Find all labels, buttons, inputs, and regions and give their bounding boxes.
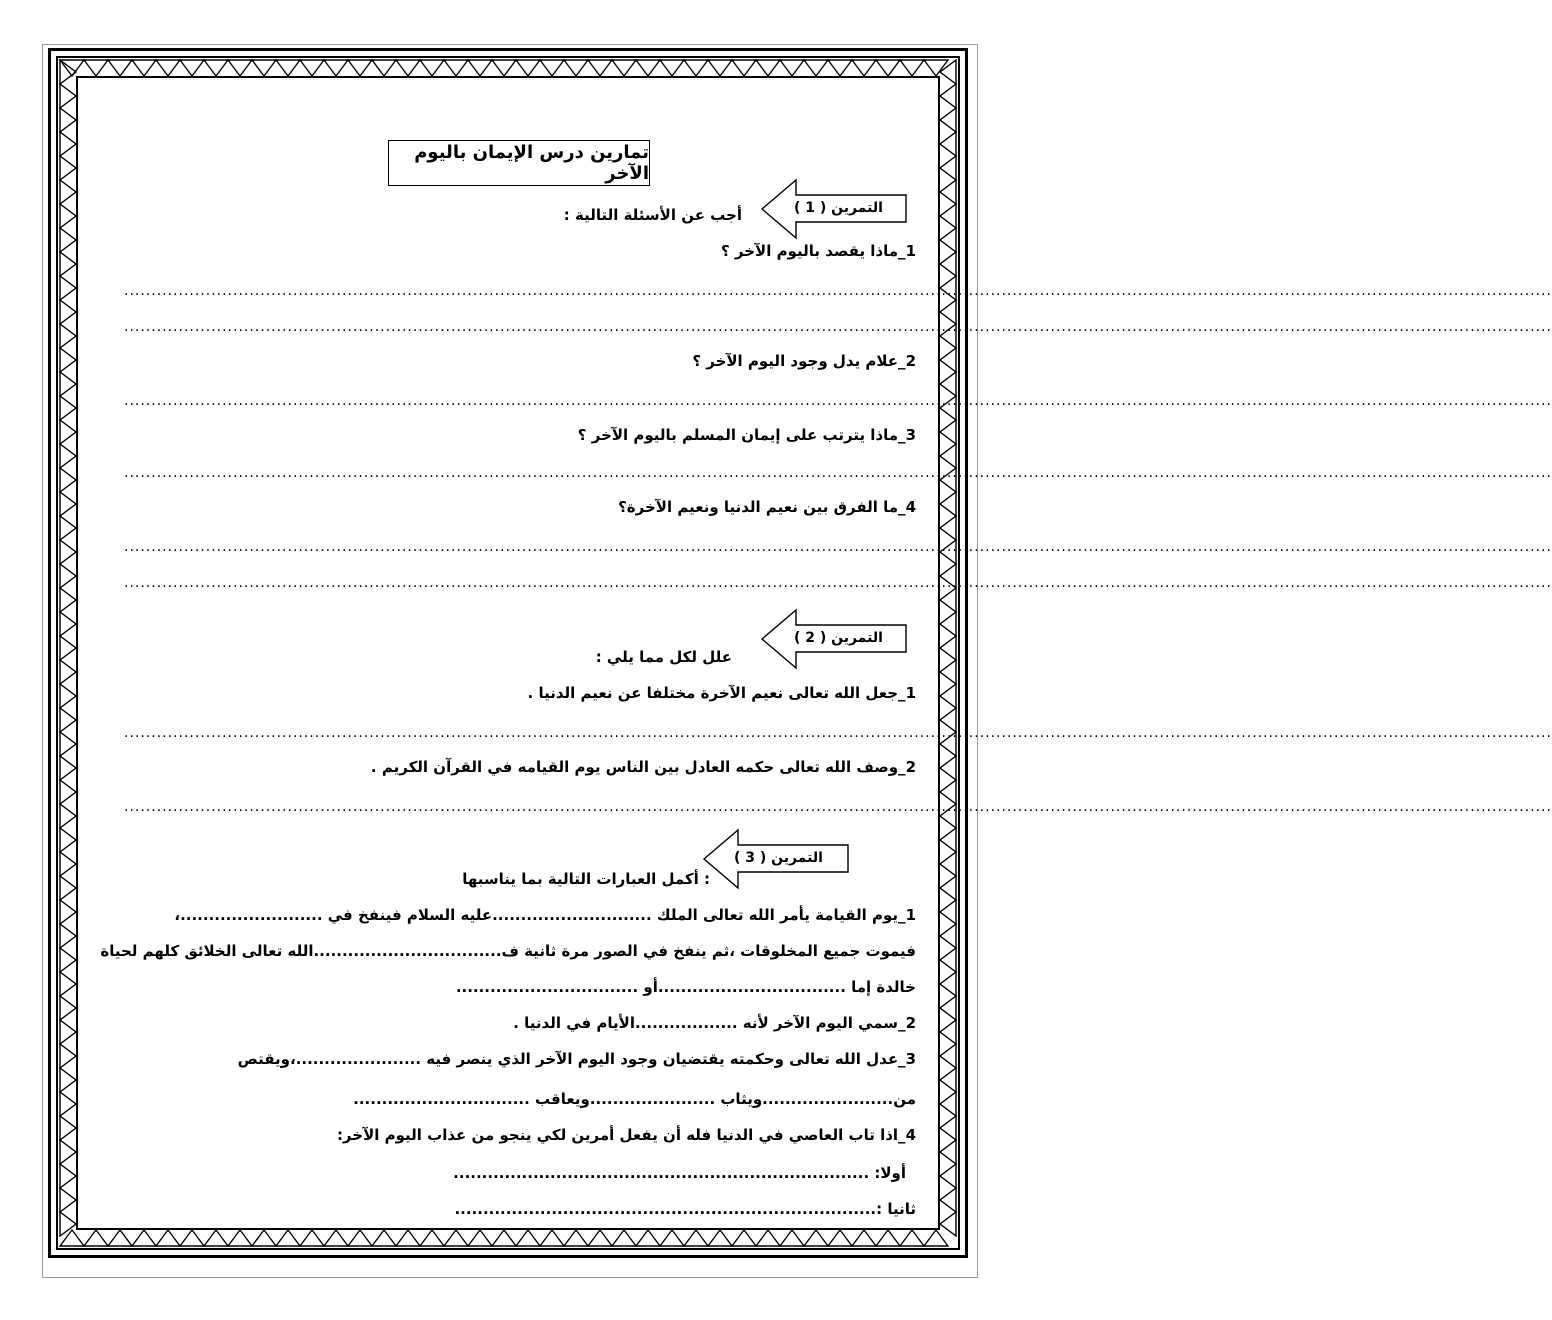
completion-line-1: 1_يوم القيامة يأمر الله تعالى الملك ............................عليه السلام فينفخ في .........................، bbox=[174, 906, 916, 924]
exercise-2-instruction: علل لكل مما يلي : bbox=[595, 648, 732, 666]
question-1-4: 4_ما الفرق بين نعيم الدنيا ونعيم الآخرة؟ bbox=[618, 498, 916, 516]
completion-line-6: من.......................ويثاب ......................ويعاقب ............................... bbox=[353, 1090, 916, 1108]
answer-line[interactable]: ...................................................................................................................................................................................................................................................................... bbox=[124, 725, 1552, 741]
completion-line-5: 3_عدل الله تعالى وحكمته يقتضيان وجود اليوم الآخر الذي ينصر فيه ......................،ويقتص bbox=[237, 1050, 916, 1068]
answer-line[interactable]: ...................................................................................................................................................................................................................................................................... bbox=[124, 575, 1552, 591]
question-2-1: 1_جعل الله تعالى نعيم الآخرة مختلفا عن نعيم الدنيا . bbox=[527, 684, 916, 702]
question-1-3: 3_ماذا يترتب على إيمان المسلم باليوم الآخر ؟ bbox=[577, 426, 916, 444]
answer-line[interactable]: ...................................................................................................................................................................................................................................................................... bbox=[124, 539, 1552, 555]
exercise-1-instruction: أجب عن الأسئلة التالية : bbox=[563, 206, 742, 224]
question-2-2: 2_وصف الله تعالى حكمه العادل بين الناس يوم القيامه في القرآن الكريم . bbox=[370, 758, 916, 776]
exercise-2-label: التمرين ( 2 ) bbox=[794, 630, 883, 646]
completion-line-9: ثانيا :.......................................................................... bbox=[454, 1200, 916, 1218]
exercise-1-label: التمرين ( 1 ) bbox=[794, 200, 883, 216]
question-1-1: 1_ماذا يقصد باليوم الآخر ؟ bbox=[720, 242, 916, 260]
completion-line-4: 2_سمي اليوم الآخر لأنه ..................الأيام في الدنيا . bbox=[513, 1014, 916, 1032]
completion-line-2: فيموت جميع المخلوقات ،ثم ينفخ في الصور مرة ثانية ف.................................الله تعالى الخلائق كلهم لحياة bbox=[100, 942, 916, 960]
answer-line[interactable]: ...................................................................................................................................................................................................................................................................... bbox=[124, 283, 1552, 299]
answer-line[interactable]: ...................................................................................................................................................................................................................................................................... bbox=[124, 799, 1552, 815]
exercise-3-instruction: : أكمل العبارات التالية بما يناسبها bbox=[462, 870, 710, 888]
page-title: تمارين درس الإيمان باليوم الآخر bbox=[388, 140, 650, 186]
answer-line[interactable]: ...................................................................................................................................................................................................................................................................... bbox=[124, 393, 1552, 409]
completion-line-8: أولا: ......................................................................... bbox=[453, 1164, 906, 1182]
answer-line[interactable]: ...................................................................................................................................................................................................................................................................... bbox=[124, 319, 1552, 335]
question-1-2: 2_علام يدل وجود اليوم الآخر ؟ bbox=[692, 352, 916, 370]
completion-line-3: خالدة إما .................................أو ................................ bbox=[455, 978, 916, 996]
completion-line-7: 4_اذا تاب العاصي في الدنيا فله أن يفعل أمرين لكي ينجو من عذاب اليوم الآخر: bbox=[336, 1126, 916, 1144]
answer-line[interactable]: ...................................................................................................................................................................................................................................................................... bbox=[124, 465, 1552, 481]
exercise-3-label: التمرين ( 3 ) bbox=[734, 850, 823, 866]
